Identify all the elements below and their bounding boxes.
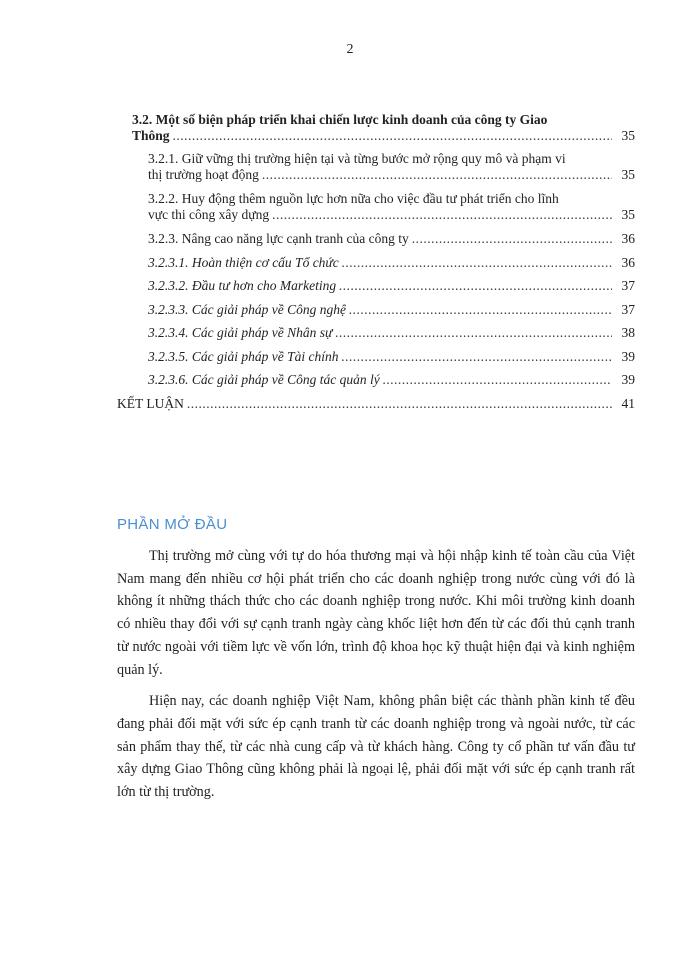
body-text (117, 545, 635, 813)
paragraph: Thị trường mở cùng với tự do hóa thương mại và hội nhập kinh tế toàn cầu của Việt Nam mang đến nhiều cơ hội phát triển cho các doanh nghiệp trong nước cùng với đó là không ít những thách thức cho các doanh nghiệp trong nước. Khi môi trường kinh doanh có nhiều thay đổi với sự cạnh tranh ngày càng khốc liệt hơn đến từ các đối thủ cạnh tranh từ nước ngoài với tiềm lực về vốn lớn, trình độ khoa học kỹ thuật hiện đại và kinh nghiệm quản lý. (117, 548, 635, 678)
toc-entry-title: 3.2.3. Nâng cao năng lực cạnh tranh của công ty (148, 231, 409, 246)
toc-page-number: 35 (621, 128, 635, 143)
dot-leader (272, 207, 612, 223)
toc-page-number: 36 (621, 231, 635, 246)
toc-page-number: 38 (621, 325, 635, 340)
dot-leader (342, 255, 612, 271)
toc-entry-title: 3.2.3.6. Các giải pháp về Công tác quản lý (148, 372, 380, 387)
paragraph: Hiện nay, các doanh nghiệp Việt Nam, không phân biệt các thành phần kinh tế đều đang phải đối mặt với sức ép cạnh tranh từ các doanh nghiệp trong và ngoài nước, từ các sản phẩm thay thế, từ các nhà cung cấp và từ khách hàng. Công ty cổ phần tư vấn đầu tư xây dựng Giao Thông cũng không phải là ngoại lệ, phải đối mặt với sức ép cạnh tranh rất lớn từ thị trường. (117, 693, 635, 801)
toc-entry-title-cont: thị trường hoạt động (148, 167, 259, 182)
page-number: 2 (346, 42, 354, 57)
dot-leader (339, 278, 612, 294)
toc-entry-title: 3.2.1. Giữ vững thị trường hiện tại và từng bước mở rộng quy mô và phạm vi (148, 151, 566, 166)
toc-entry-3-2-3-6[interactable] (148, 372, 635, 396)
toc-entry-ket-luan[interactable] (117, 396, 635, 420)
toc-entry-title: 3.2.3.3. Các giải pháp về Công nghệ (148, 301, 346, 317)
toc-entry-3-2-3-5[interactable] (148, 349, 635, 373)
toc-entry-title: 3.2.3.2. Đầu tư hơn cho Marketing (148, 278, 337, 293)
dot-leader (383, 372, 612, 388)
table-of-contents (117, 112, 635, 419)
toc-entry-title: 3.2.3.4. Các giải pháp về Nhân sự (148, 325, 333, 340)
toc-entry-3-2-1[interactable] (148, 151, 635, 191)
toc-entry-3-2-3-4[interactable] (148, 325, 635, 349)
toc-entry-3-2-3-1[interactable] (148, 255, 635, 279)
toc-entry-3-2-3-2[interactable] (148, 278, 635, 302)
toc-page-number: 36 (621, 254, 635, 270)
dot-leader (341, 349, 612, 365)
dot-leader (335, 325, 612, 341)
dot-leader (412, 231, 612, 247)
toc-page-number: 39 (621, 348, 635, 364)
toc-entry-title: KẾT LUẬN (117, 395, 184, 411)
toc-entry-3-2-2[interactable] (148, 191, 635, 231)
toc-entry-3-2-3-3[interactable] (148, 302, 635, 326)
toc-entry-title: 3.2.3.1. Hoàn thiện cơ cấu Tổ chức (148, 254, 339, 270)
toc-page-number: 39 (621, 372, 635, 387)
toc-entry-title-cont: vực thi công xây dựng (148, 207, 270, 222)
dot-leader (262, 167, 612, 183)
dot-leader (187, 396, 612, 412)
toc-page-number: 35 (621, 167, 635, 182)
toc-page-number: 37 (621, 301, 635, 317)
toc-entry-title: 3.2.2. Huy động thêm nguồn lực hơn nữa cho việc đầu tư phát triển cho lĩnh (148, 191, 559, 206)
toc-entry-3-2[interactable] (132, 112, 635, 151)
toc-entry-3-2-3[interactable] (148, 231, 635, 255)
toc-page-number: 41 (621, 395, 635, 411)
toc-entry-title: 3.2.3.5. Các giải pháp về Tài chính (148, 348, 339, 364)
dot-leader (349, 302, 612, 318)
dot-leader (173, 128, 612, 144)
toc-entry-title: 3.2. Một số biện pháp triển khai chiến lược kinh doanh của công ty Giao (132, 112, 548, 127)
toc-page-number: 37 (621, 278, 635, 293)
section-heading: PHẦN MỞ ĐẦU (117, 516, 228, 533)
toc-page-number: 35 (621, 207, 635, 222)
toc-entry-title-cont: Thông (132, 128, 170, 143)
